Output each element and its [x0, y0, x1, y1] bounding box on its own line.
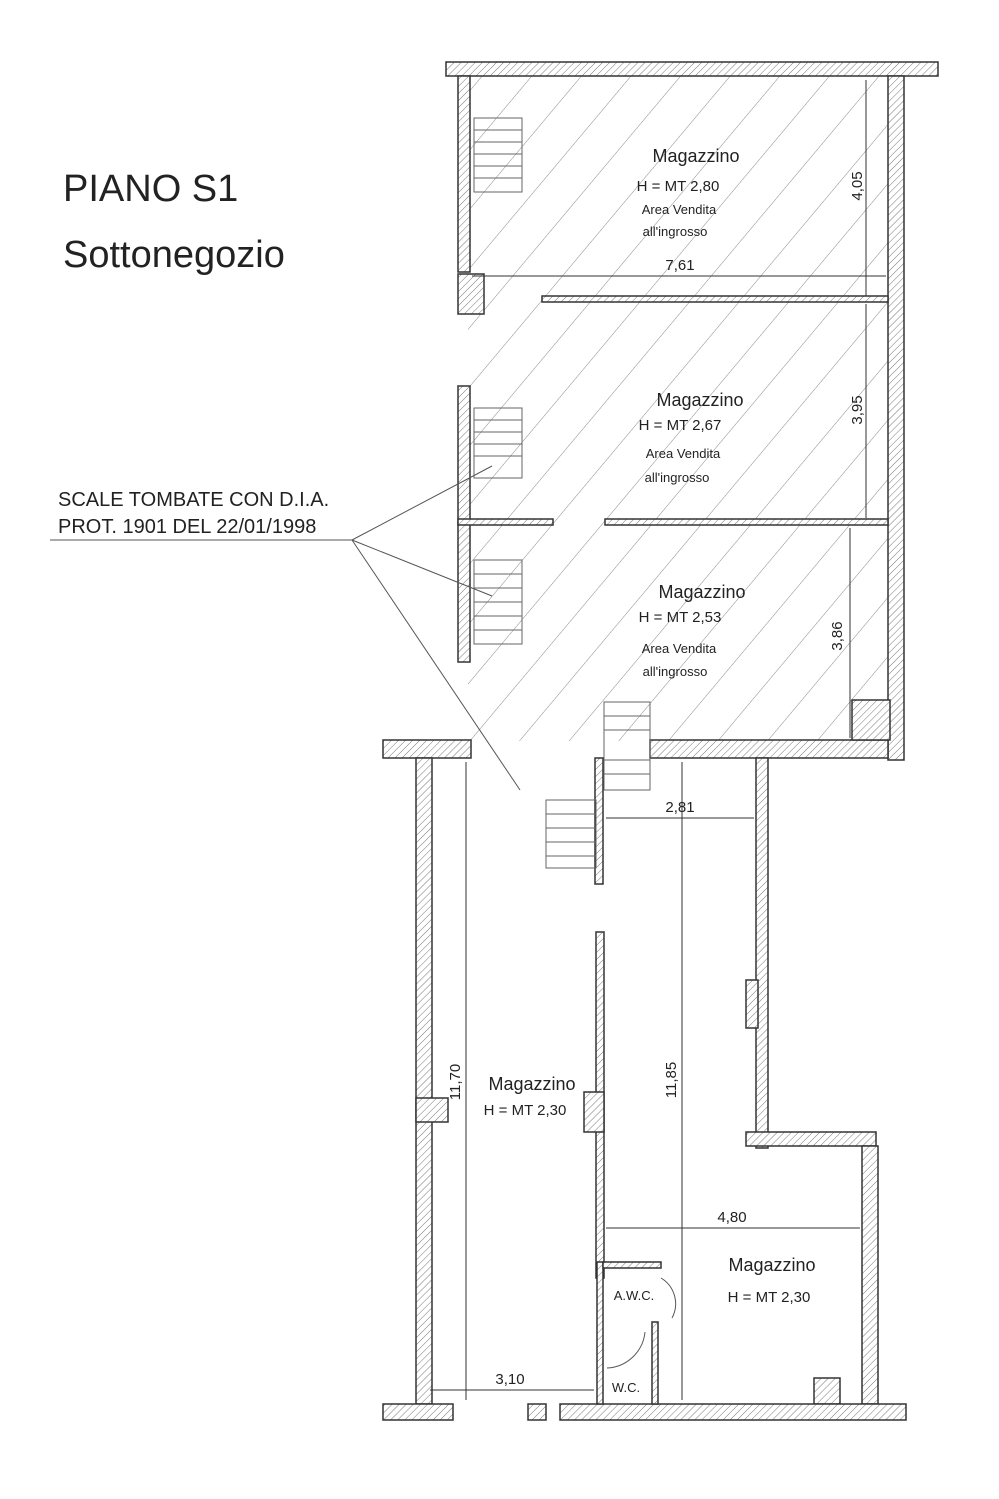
room3-use1: Area Vendita — [641, 641, 717, 656]
room1-name: Magazzino — [652, 146, 740, 166]
dim-room1-height: 4,05 — [849, 171, 866, 201]
dim-room2-height: 3,95 — [849, 395, 866, 425]
dim-right-width: 4,80 — [717, 1209, 747, 1226]
room3-name: Magazzino — [658, 582, 746, 602]
room5-name: Magazzino — [728, 1255, 816, 1275]
wc-label: W.C. — [611, 1380, 641, 1395]
plan-title-floor: PIANO S1 — [63, 168, 239, 210]
dim-room3-height: 3,86 — [829, 621, 846, 651]
dim-left-length: 11,70 — [447, 1063, 464, 1101]
room3-height: H = MT 2,53 — [638, 609, 722, 626]
annotation-line-1: SCALE TOMBATE CON D.I.A. — [58, 489, 330, 511]
room4-height: H = MT 2,30 — [483, 1102, 567, 1119]
room2-height: H = MT 2,67 — [638, 417, 722, 434]
plan-title-unit: Sottonegozio — [63, 234, 285, 276]
dim-center-length: 11,85 — [663, 1061, 680, 1099]
room2-use1: Area Vendita — [645, 446, 721, 461]
room1-use2: all'ingrosso — [642, 224, 708, 239]
wc-antechamber-label: A.W.C. — [613, 1288, 655, 1303]
room2-name: Magazzino — [656, 390, 744, 410]
annotation-line-2: PROT. 1901 DEL 22/01/1998 — [58, 516, 317, 538]
room3-use2: all'ingrosso — [642, 664, 708, 679]
room1-use1: Area Vendita — [641, 202, 717, 217]
room4-name: Magazzino — [488, 1074, 576, 1094]
dim-room1-width: 7,61 — [665, 257, 695, 274]
room5-height: H = MT 2,30 — [727, 1289, 811, 1306]
dim-left-width: 3,10 — [495, 1371, 525, 1388]
room2-use2: all'ingrosso — [644, 470, 710, 485]
room1-height: H = MT 2,80 — [636, 178, 720, 195]
dim-passage-width: 2,81 — [665, 799, 695, 816]
